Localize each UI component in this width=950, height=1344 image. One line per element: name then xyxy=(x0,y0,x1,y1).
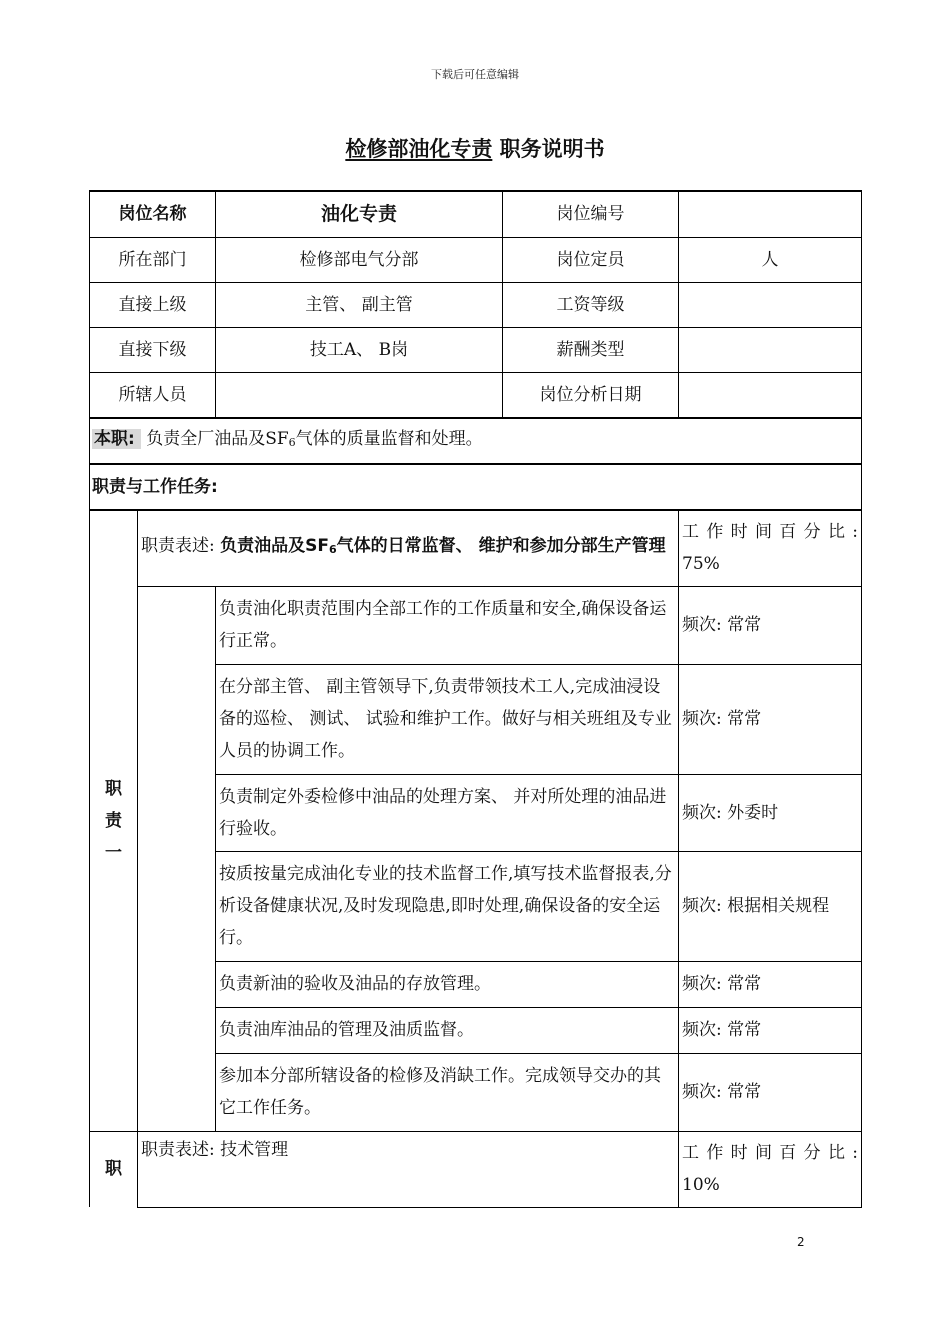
analysis-date-label: 岗位分析日期 xyxy=(503,372,679,418)
title-part-1: 检修部油化专责 xyxy=(345,137,493,161)
pay-grade-label: 工资等级 xyxy=(503,282,679,327)
task-text: 负责新油的验收及油品的存放管理。 xyxy=(216,961,679,1007)
duty2-pct-line1: 工作时间百分比: xyxy=(682,1143,858,1163)
row-personnel xyxy=(90,372,862,418)
post-no-label: 岗位编号 xyxy=(503,191,679,237)
analysis-date-value xyxy=(679,372,862,418)
task-frequency: 频次: 常常 xyxy=(679,586,862,664)
main-duty-sub: 6 xyxy=(288,436,296,449)
task-text: 负责油化职责范围内全部工作的工作质量和安全,确保设备运行正常。 xyxy=(216,586,679,664)
row-superior xyxy=(90,282,862,327)
post-name-label: 岗位名称 xyxy=(90,191,216,237)
post-no-value xyxy=(679,191,862,237)
subordinate-label: 直接下级 xyxy=(90,327,216,372)
superior-value: 主管、 副主管 xyxy=(216,282,503,327)
task-frequency: 频次: 根据相关规程 xyxy=(679,851,862,961)
post-name-value: 油化专责 xyxy=(216,191,503,237)
row-post-name xyxy=(90,191,862,237)
duty1-pct-line2: 75% xyxy=(682,554,720,575)
task-text: 在分部主管、 副主管领导下,负责带领技术工人,完成油浸设备的巡检、 测试、 试验和维护工作。做好与相关班组及专业人员的协调工作。 xyxy=(216,664,679,774)
duty2-side-label: 职 xyxy=(90,1131,138,1207)
main-duty-text-b: 气体的质量监督和处理。 xyxy=(295,429,483,449)
document-title xyxy=(0,133,950,163)
duty1-desc-row xyxy=(90,510,862,586)
duty1-side-label xyxy=(90,510,138,1131)
row-dept xyxy=(90,237,862,282)
duty1-pct-line1: 工作时间百分比: xyxy=(682,522,858,543)
staffing-value: 人 xyxy=(679,237,862,282)
duty1-pct xyxy=(679,510,862,586)
page-number: 2 xyxy=(797,1235,805,1249)
task-text: 参加本分部所辖设备的检修及消缺工作。完成领导交办的其它工作任务。 xyxy=(216,1053,679,1131)
row-main-duty xyxy=(90,418,862,464)
duty1-desc-bold-a: 负责油品及SF xyxy=(220,536,329,557)
duty2-pct-line2: 10% xyxy=(682,1175,720,1195)
task-frequency: 频次: 常常 xyxy=(679,961,862,1007)
task-row xyxy=(90,586,862,664)
tasks-heading: 职责与工作任务: xyxy=(90,464,862,510)
dept-value: 检修部电气分部 xyxy=(216,237,503,282)
task-frequency: 频次: 常常 xyxy=(679,1053,862,1131)
superior-label: 直接上级 xyxy=(90,282,216,327)
duty1-desc-label: 职责表述: xyxy=(141,536,221,557)
pay-type-label: 薪酬类型 xyxy=(503,327,679,372)
task-text: 负责油库油品的管理及油质监督。 xyxy=(216,1007,679,1053)
task-frequency: 频次: 常常 xyxy=(679,664,862,774)
personnel-label: 所辖人员 xyxy=(90,372,216,418)
job-description-table xyxy=(89,190,862,1208)
duty1-side-char-2: 责 xyxy=(105,810,122,831)
task-frequency: 频次: 外委时 xyxy=(679,774,862,851)
duty1-side-char-1: 职 xyxy=(105,778,122,799)
staffing-label: 岗位定员 xyxy=(503,237,679,282)
dept-label: 所在部门 xyxy=(90,237,216,282)
row-tasks-heading xyxy=(90,464,862,510)
main-duty-text-a: 负责全厂油品及SF xyxy=(140,429,289,449)
duty2-desc-row xyxy=(90,1131,862,1207)
top-note: 下载后可任意编辑 xyxy=(431,68,519,81)
duty1-desc-sub: 6 xyxy=(329,543,337,557)
row-subordinate xyxy=(90,327,862,372)
main-duty-cell xyxy=(90,418,862,464)
duty1-desc xyxy=(138,510,679,586)
task-frequency: 频次: 常常 xyxy=(679,1007,862,1053)
pay-grade-value xyxy=(679,282,862,327)
pay-type-value xyxy=(679,327,862,372)
main-duty-label: 本职: xyxy=(92,429,141,449)
task-text: 负责制定外委检修中油品的处理方案、 并对所处理的油品进行验收。 xyxy=(216,774,679,851)
subordinate-value: 技工A、 B岗 xyxy=(216,327,503,372)
duty1-side-char-3: 一 xyxy=(105,842,122,863)
duty2-desc: 职责表述: 技术管理 xyxy=(138,1131,679,1207)
duty1-desc-bold-b: 气体的日常监督、 维护和参加分部生产管理 xyxy=(336,536,666,557)
personnel-value xyxy=(216,372,503,418)
task-text: 按质按量完成油化专业的技术监督工作,填写技术监督报表,分析设备健康状况,及时发现隐患,即时处理,确保设备的安全运行。 xyxy=(216,851,679,961)
duty2-pct xyxy=(679,1131,862,1207)
title-part-2: 职务说明书 xyxy=(492,137,605,161)
task-indent-cell xyxy=(138,586,216,1131)
